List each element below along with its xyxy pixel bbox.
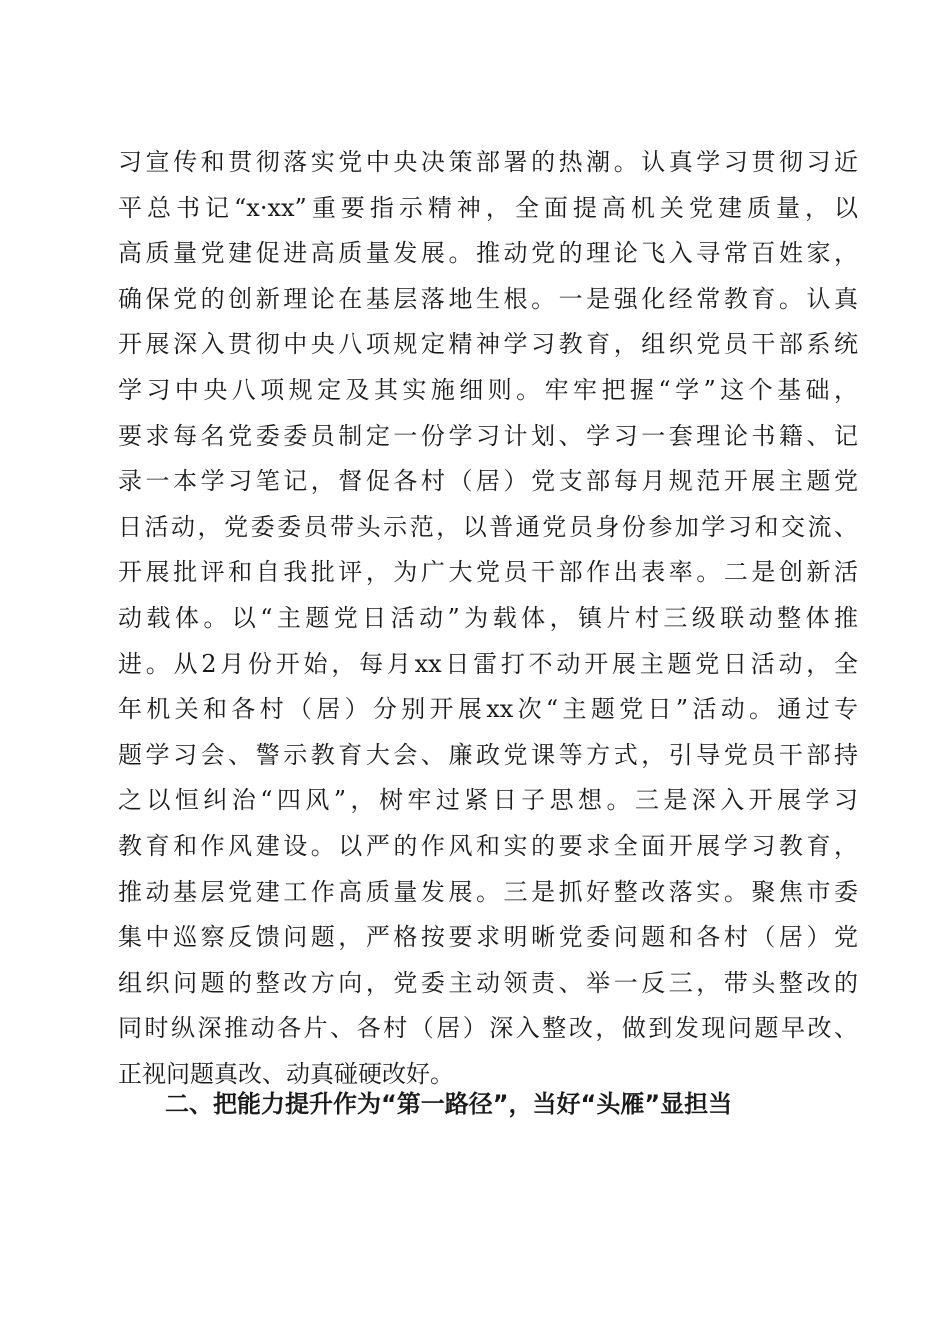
text-line: 习宣传和贯彻落实党中央决策部署的热潮。认真学习贯彻习近 — [118, 148, 858, 176]
text-line: 日活动，党委委员带头示范，以普通党员身份参加学习和交流、 — [118, 512, 858, 541]
text-line: 推动基层党建工作高质量发展。三是抓好整改落实。聚焦市委 — [118, 877, 858, 906]
text-line: 组织问题的整改方向，党委主动领责、举一反三，带头整改的 — [118, 968, 858, 997]
text-line: 教育和作风建设。以严的作风和实的要求全面开展学习教育， — [118, 831, 858, 860]
text-line: 要求每名党委委员制定一份学习计划、学习一套理论书籍、记 — [118, 421, 858, 450]
section-heading: 二、把能力提升作为“第一路径”，当好“头雁”显担当 — [165, 1090, 733, 1118]
text-line: 正视问题真改、动真碰硬改好。 — [118, 1059, 454, 1088]
text-line: 之以恒纠治“四风”，树牢过紧日子思想。三是深入开展学习 — [118, 786, 858, 815]
text-line: 录一本学习笔记，督促各村（居）党支部每月规范开展主题党 — [118, 467, 858, 496]
text-line: 开展批评和自我批评，为广大党员干部作出表率。二是创新活 — [118, 558, 858, 587]
text-line: 确保党的创新理论在基层落地生根。一是强化经常教育。认真 — [118, 284, 858, 313]
text-line: 进。从2月份开始，每月xx日雷打不动开展主题党日活动，全 — [118, 649, 858, 678]
text-line: 年机关和各村（居）分别开展xx次“主题党日”活动。通过专 — [118, 695, 858, 724]
text-line: 同时纵深推动各片、各村（居）深入整改，做到发现问题早改、 — [118, 1014, 858, 1043]
text-line: 平总书记“x·xx”重要指示精神，全面提高机关党建质量，以 — [118, 193, 858, 222]
text-line: 学习中央八项规定及其实施细则。牢牢把握“学”这个基础， — [118, 375, 858, 404]
body-paragraph — [118, 140, 858, 1097]
text-line: 动载体。以“主题党日活动”为载体，镇片村三级联动整体推 — [118, 603, 858, 632]
text-line: 集中巡察反馈问题，严格按要求明晰党委问题和各村（居）党 — [118, 923, 858, 952]
text-line: 题学习会、警示教育大会、廉政党课等方式，引导党员干部持 — [118, 740, 858, 769]
text-line: 高质量党建促进高质量发展。推动党的理论飞入寻常百姓家， — [118, 239, 858, 268]
text-line: 开展深入贯彻中央八项规定精神学习教育，组织党员干部系统 — [118, 330, 858, 359]
